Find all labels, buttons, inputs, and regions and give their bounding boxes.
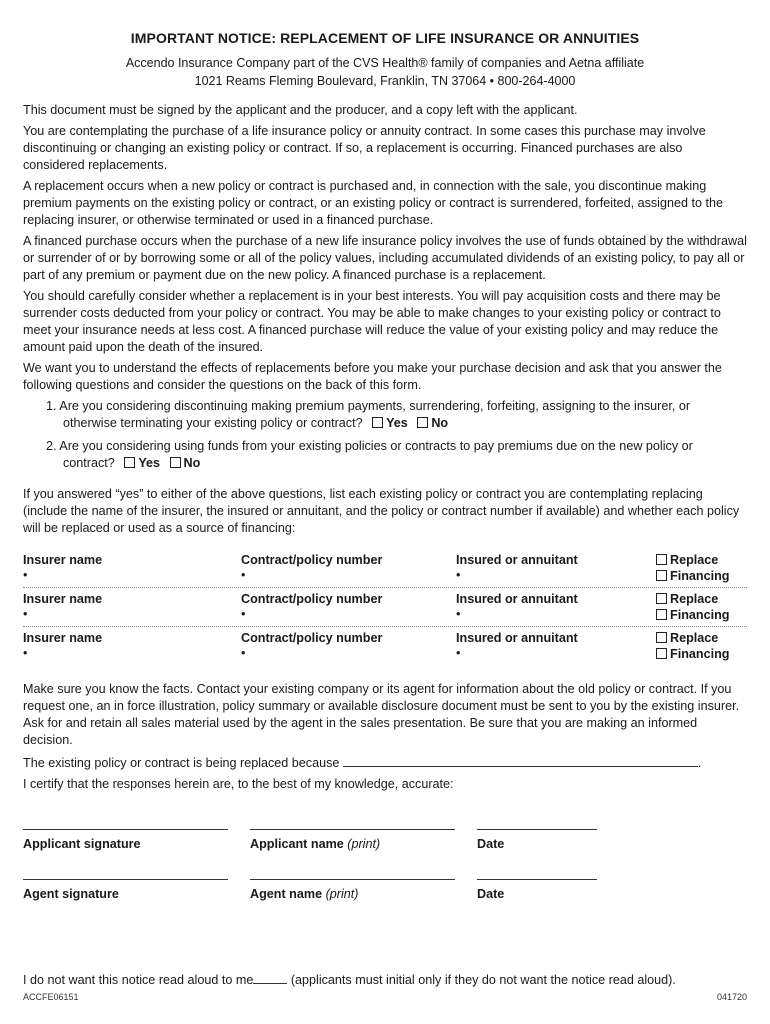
question-1-no-checkbox[interactable] xyxy=(417,417,428,428)
company-line: Accendo Insurance Company part of the CVS Health® family of companies and Aetna affiliate xyxy=(125,56,645,70)
no-label: No xyxy=(183,456,201,470)
financing-label: Financing xyxy=(670,569,730,583)
insurer-name-label: Insurer name xyxy=(23,592,103,606)
agent-date-label: Date xyxy=(477,887,505,901)
agent-name-label: Agent name (print) xyxy=(250,887,359,901)
understand-paragraph: We want you to understand the effects of replacements before you make your purchase decision and ask that you answer the following questions and consider the questions on the back of this form. xyxy=(23,361,722,392)
address-line: 1021 Reams Fleming Boulevard, Franklin, TN 37064 • 800-264-4000 xyxy=(194,74,576,88)
list-policies-paragraph: If you answered “yes” to either of the above questions, list each existing policy or contract you are contemplating replacing (include the name of the insurer, the insured or annuitant, and the policy or contract number if available) and whether each policy will be replaced or used as a source of financing: xyxy=(23,487,740,535)
form-version: 041720 xyxy=(716,992,747,1002)
financing-label: Financing xyxy=(670,647,730,661)
read-aloud-notice: I do not want this notice read aloud to me (applicants must initial only if they do not want the notice read aloud). xyxy=(23,973,676,987)
insurer-name-field[interactable]: • xyxy=(23,646,28,660)
table-row xyxy=(23,549,747,588)
applicant-signature-row xyxy=(23,829,747,851)
read-aloud-initials-field[interactable] xyxy=(253,983,287,984)
applicant-date-label: Date xyxy=(477,837,505,851)
contract-number-label: Contract/policy number xyxy=(241,553,383,567)
financing-checkbox[interactable] xyxy=(656,648,667,659)
question-2-text: 2. Are you considering using funds from your existing policies or contracts to pay premiums due on the new policy or contract? xyxy=(46,439,693,470)
insurer-name-field[interactable]: • xyxy=(23,568,28,582)
insurer-name-field[interactable]: • xyxy=(23,607,28,621)
contemplating-paragraph: You are contemplating the purchase of a life insurance policy or annuity contract. In some cases this purchase may involve discontinuing or changing an existing policy or contract. If so, a replacement is occurring. Financed purchases are also considered replacements. xyxy=(23,124,706,172)
intro-paragraph: This document must be signed by the applicant and the producer, and a copy left with the applicant. xyxy=(23,103,578,117)
agent-signature-field[interactable] xyxy=(23,879,228,880)
replaced-because-label: The existing policy or contract is being replaced because xyxy=(23,756,340,770)
table-row xyxy=(23,588,747,627)
question-1-text: 1. Are you considering discontinuing making premium payments, surrendering, forfeiting, assigning to the insurer, or otherwise terminating your existing policy or contract? xyxy=(46,399,691,430)
certify-statement: I certify that the responses herein are, to the best of my knowledge, accurate: xyxy=(23,777,454,791)
insured-label: Insured or annuitant xyxy=(456,553,578,567)
agent-signature-label: Agent signature xyxy=(23,887,119,901)
insured-field[interactable]: • xyxy=(456,607,461,621)
question-2-no-checkbox[interactable] xyxy=(170,457,181,468)
contract-number-label: Contract/policy number xyxy=(241,631,383,645)
no-label: No xyxy=(431,416,449,430)
consider-paragraph: You should carefully consider whether a replacement is in your best interests. You will pay acquisition costs and there may be surrender costs deducted from your policy or contract. You may be able to make changes to your existing policy or contract to meet your insurance needs at less cost. A financed purchase will reduce the value of your existing policy and may reduce the amount paid upon the death of the insured. xyxy=(23,289,721,354)
agent-name-field[interactable] xyxy=(250,879,455,880)
table-row xyxy=(23,627,747,665)
policies-table xyxy=(23,549,747,665)
form-title: IMPORTANT NOTICE: REPLACEMENT OF LIFE INSURANCE OR ANNUITIES xyxy=(130,30,640,46)
applicant-signature-label: Applicant signature xyxy=(23,837,141,851)
financed-purchase-definition: A financed purchase occurs when the purchase of a new life insurance policy involves the use of funds obtained by the withdrawal or surrender of or by borrowing some or all of the policy values, including accumulated dividends of an existing policy, to pay all or part of any premium or payment due on the new policy. A financed purchase is a replacement. xyxy=(23,234,747,282)
replaced-because-line: The existing policy or contract is being replaced because . xyxy=(23,756,702,770)
applicant-date-field[interactable] xyxy=(477,829,597,830)
financing-label: Financing xyxy=(670,608,730,622)
insurer-name-label: Insurer name xyxy=(23,631,103,645)
replace-checkbox[interactable] xyxy=(656,593,667,604)
insured-label: Insured or annuitant xyxy=(456,592,578,606)
page-footer xyxy=(23,992,747,1002)
replace-label: Replace xyxy=(670,631,719,645)
financing-checkbox[interactable] xyxy=(656,609,667,620)
yes-label: Yes xyxy=(386,416,408,430)
question-1-yes-checkbox[interactable] xyxy=(372,417,383,428)
question-2 xyxy=(23,438,747,472)
insurer-name-label: Insurer name xyxy=(23,553,103,567)
question-2-yes-checkbox[interactable] xyxy=(124,457,135,468)
replace-label: Replace xyxy=(670,592,719,606)
insured-field[interactable]: • xyxy=(456,646,461,660)
insured-label: Insured or annuitant xyxy=(456,631,578,645)
applicant-name-label: Applicant name (print) xyxy=(250,837,381,851)
question-1 xyxy=(23,398,747,432)
replace-label: Replace xyxy=(670,553,719,567)
form-code: ACCFE06151 xyxy=(23,992,79,1002)
know-facts-paragraph: Make sure you know the facts. Contact your existing company or its agent for information about the old policy or contract. If you request one, an in force illustration, policy summary or available disclosure document must be sent to you by the existing insurer. Ask for and retain all sales material used by the agent in the sales presentation. Be sure that you are making an informed decision. xyxy=(23,682,740,747)
financing-checkbox[interactable] xyxy=(656,570,667,581)
agent-date-field[interactable] xyxy=(477,879,597,880)
applicant-signature-field[interactable] xyxy=(23,829,228,830)
contract-number-field[interactable]: • xyxy=(241,568,246,582)
replacement-definition: A replacement occurs when a new policy or contract is purchased and, in connection with the sale, you discontinue making premium payments on the existing policy or contract, or an existing policy or contract is surrendered, forfeited, assigned to the replacing insurer, or otherwise terminated or used in a financed purchase. xyxy=(23,179,723,227)
replace-checkbox[interactable] xyxy=(656,554,667,565)
contract-number-label: Contract/policy number xyxy=(241,592,383,606)
yes-label: Yes xyxy=(138,456,161,470)
insured-field[interactable]: • xyxy=(456,568,461,582)
contract-number-field[interactable]: • xyxy=(241,646,246,660)
replace-checkbox[interactable] xyxy=(656,632,667,643)
agent-signature-row xyxy=(23,879,747,901)
contract-number-field[interactable]: • xyxy=(241,607,246,621)
replaced-because-field[interactable] xyxy=(343,766,698,767)
applicant-name-field[interactable] xyxy=(250,829,455,830)
